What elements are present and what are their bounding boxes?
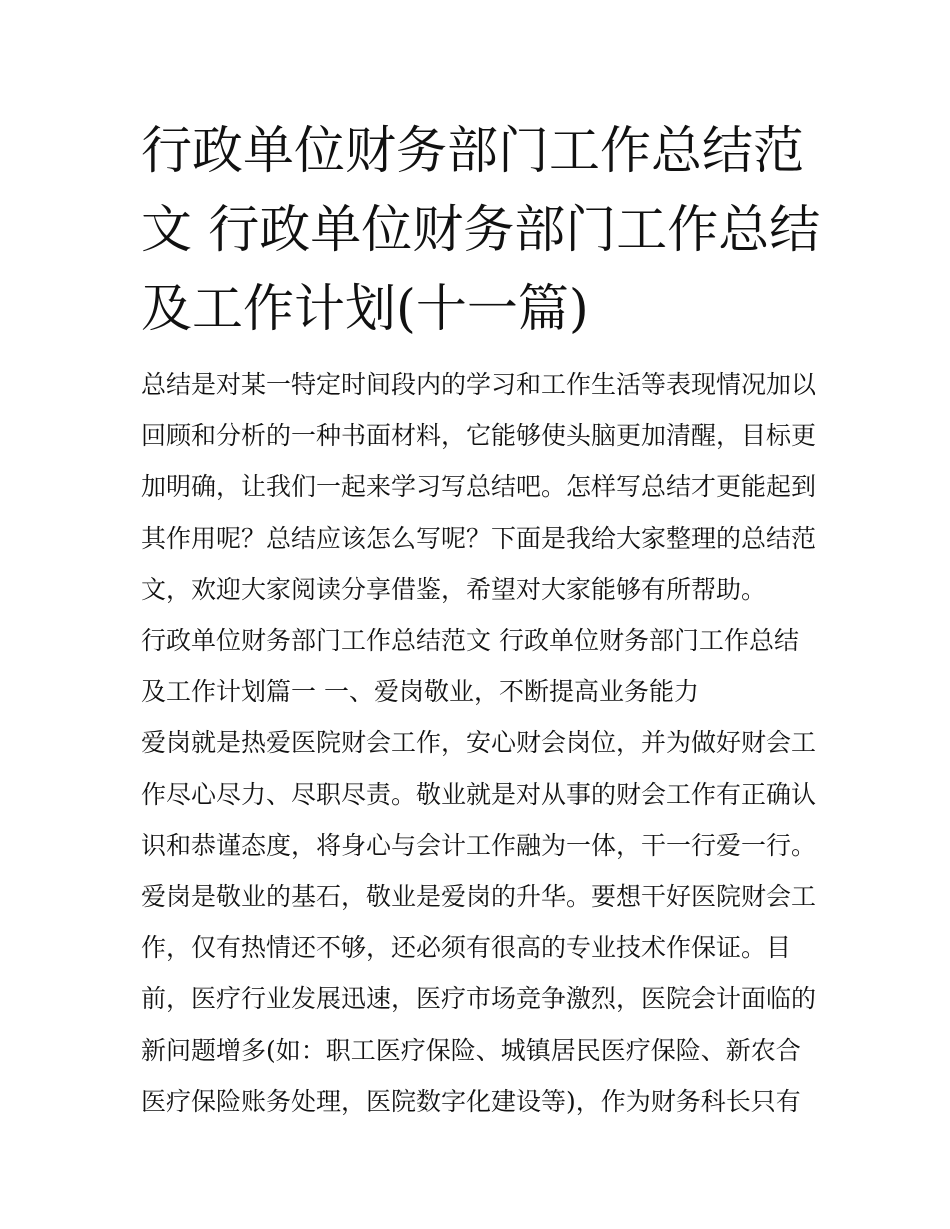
body-line: 总结是对某一特定时间段内的学习和工作生活等表现情况加以 [141, 370, 817, 399]
body-line: 其作用呢？总结应该怎么写呢？下面是我给大家整理的总结范 [141, 523, 817, 553]
body-line: 前，医疗行业发展迅速，医疗市场竞争激烈，医院会计面临的 [141, 984, 817, 1014]
body-line: 爱岗就是热爱医院财会工作，安心财会岗位，并为做好财会工 [141, 728, 817, 758]
section-heading-line: 及工作计划篇一 一、爱岗敬业，不断提高业务能力 [141, 677, 699, 707]
document-body [141, 359, 821, 1127]
body-line: 作尽心尽力、尽职尽责。敬业就是对从事的财会工作有正确认 [141, 779, 817, 809]
title-line: 文 行政单位财务部门工作总结 [141, 201, 821, 260]
body-line: 作，仅有热情还不够，还必须有很高的专业技术作保证。目 [141, 933, 792, 963]
body-line: 加明确，让我们一起来学习写总结吧。怎样写总结才更能起到 [141, 472, 817, 502]
body-line: 识和恭谨态度，将身心与会计工作融为一体，干一行爱一行。 [141, 830, 817, 860]
body-line: 爱岗是敬业的基石，敬业是爱岗的升华。要想干好医院财会工 [141, 882, 817, 912]
document-title [141, 112, 821, 349]
title-line: 及工作计划(十一篇) [141, 280, 589, 339]
body-line: 文，欢迎大家阅读分享借鉴，希望对大家能够有所帮助。 [141, 574, 767, 604]
body-line: 回顾和分析的一种书面材料，它能够使头脑更加清醒，目标更 [141, 421, 817, 451]
document-page [141, 112, 821, 1127]
body-line: 医疗保险账务处理，医院数字化建设等)，作为财务科长只有 [141, 1086, 801, 1116]
title-line: 行政单位财务部门工作总结范 [141, 122, 805, 181]
body-line: 新问题增多(如：职工医疗保险、城镇居民医疗保险、新农合 [141, 1035, 801, 1065]
section-heading-line: 行政单位财务部门工作总结范文 行政单位财务部门工作总结 [141, 626, 799, 656]
